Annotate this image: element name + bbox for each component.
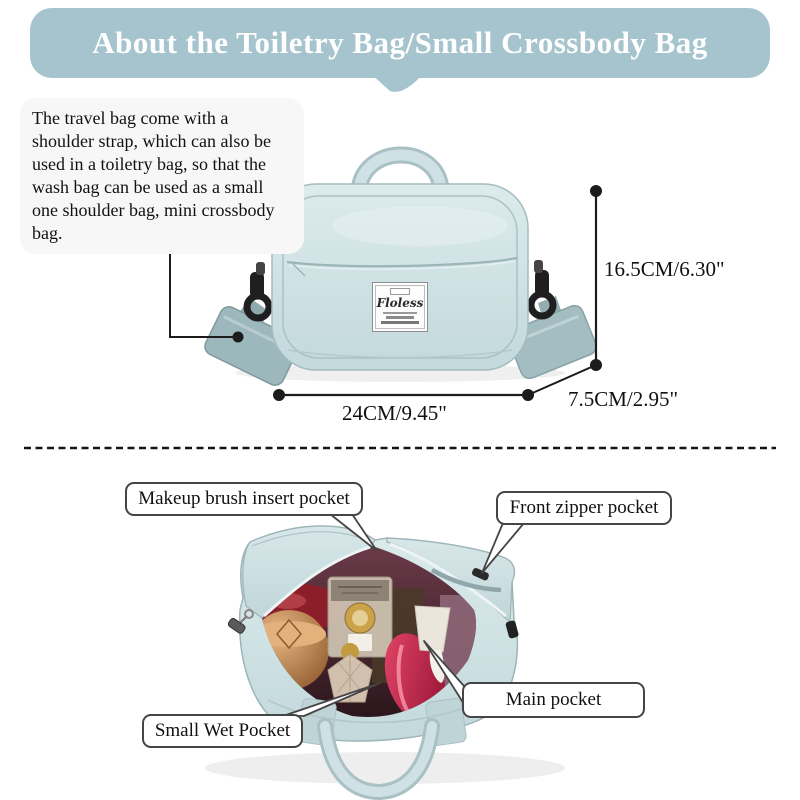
callout-makeup-brush-pocket (125, 482, 363, 516)
patch-top-tag (390, 288, 410, 295)
page-title: About the Toiletry Bag/Small Crossbody Bag (92, 25, 708, 60)
dimension-depth-label: 7.5CM/2.95" (568, 387, 679, 411)
callout-small-wet-label: Small Wet Pocket (154, 720, 291, 741)
callout-main-pocket (462, 682, 645, 718)
open-bag-illustration (205, 526, 565, 792)
dimension-width-label: 24CM/9.45" (342, 401, 447, 425)
patch-small-text-bar2 (381, 321, 419, 324)
callout-front-zipper-pocket (496, 491, 672, 525)
intro-text: The travel bag come with a shoulder strap, which can also be used in a toiletry bag, so that the wash bag can be used as a small one shoulder bag, mini crossbody bag. (32, 108, 275, 244)
callout-makeup-brush-label: Makeup brush insert pocket (138, 488, 350, 509)
patch-small-text-bar (386, 316, 414, 319)
brand-patch (372, 282, 428, 332)
patch-divider (383, 312, 417, 314)
dimension-height-label: 16.5CM/6.30" (604, 257, 725, 281)
intro-note (20, 98, 304, 254)
callout-small-wet-pocket (142, 714, 303, 748)
brand-name: Floless (376, 296, 424, 310)
perfume-bottle (328, 577, 392, 657)
callout-main-pocket-label: Main pocket (505, 689, 602, 710)
title-banner (30, 8, 770, 78)
callout-front-zipper-label: Front zipper pocket (509, 497, 659, 518)
brand-patch-frame (375, 285, 425, 329)
